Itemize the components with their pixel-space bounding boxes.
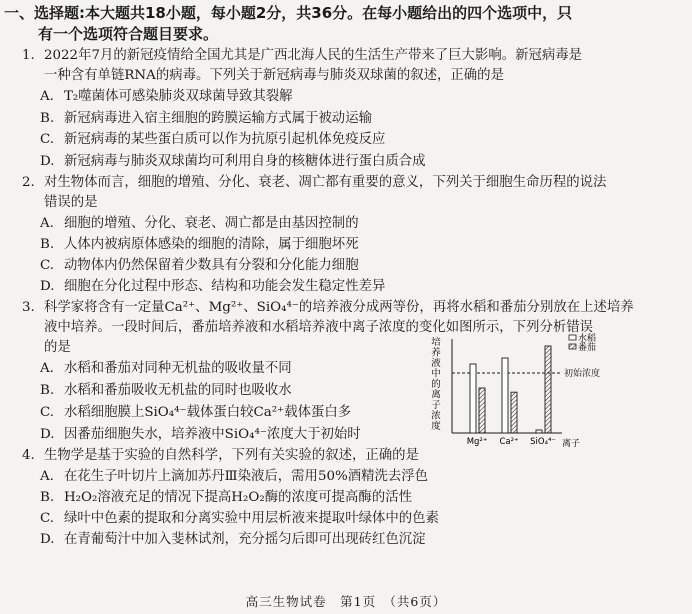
x-tick-label: Ca²⁺: [499, 437, 519, 447]
question-4-option-c: C. 绿叶中色素的提取和分离实验中用层析液来提取叶绿体中的色素: [40, 511, 439, 526]
legend-label-tomato: 番茄: [578, 343, 597, 353]
question-2-stem-cont: 错误的是: [44, 195, 98, 210]
y-axis-label-char: 子: [431, 400, 441, 411]
question-3-stem: 3. 科学家将含有一定量Ca²⁺、Mg²⁺、SiO₄⁴⁻的培养液分成两等份，再将水稻和番茄分别放在上述培养: [22, 300, 634, 315]
question-1-stem: 1. 2022年7月的新冠疫情给全国尤其是广西北海人民的生活生产带来了巨大影响。新冠病毒是: [22, 48, 583, 63]
bar-tomato-2: [545, 346, 551, 433]
question-3-option-d: D. 因番茄细胞失水，培养液中SiO₄⁴⁻浓度大于初始时: [40, 427, 361, 442]
y-axis-label-char: 的: [431, 379, 441, 390]
y-axis-label: [431, 336, 441, 432]
question-3-option-c: C. 水稻细胞膜上SiO₄⁴⁻载体蛋白较Ca²⁺载体蛋白多: [40, 405, 352, 420]
question-1-option-b: B. 新冠病毒进入宿主细胞的跨膜运输方式属于被动运输: [40, 111, 372, 126]
question-number: 4.: [22, 448, 35, 463]
question-number: 1.: [22, 48, 35, 63]
question-1-option-d: D. 新冠病毒与肺炎双球菌均可利用自身的核糖体进行蛋白质合成: [40, 154, 426, 169]
question-4-stem: 4. 生物学是基于实验的自然科学，下列有关实验的叙述，正确的是: [22, 448, 419, 463]
x-tick-label: SiO₄⁴⁻: [530, 437, 556, 447]
question-number: 2.: [22, 175, 35, 190]
y-axis-label-char: 中: [431, 368, 441, 380]
y-axis-label-char: 浓: [431, 410, 441, 422]
question-number: 3.: [22, 300, 35, 315]
y-axis-label-char: 养: [431, 347, 441, 359]
ion-concentration-figure: [426, 333, 692, 453]
y-axis-label-char: 度: [431, 421, 441, 432]
y-axis-label-char: 离: [431, 389, 441, 401]
question-2-option-d: D. 细胞在分化过程中形态、结构和功能会发生稳定性差异: [40, 279, 386, 294]
x-axis-label: 离子: [562, 439, 581, 449]
question-1-stem-cont: 一种含有单链RNA的病毒。下列关于新冠病毒与肺炎双球菌的叙述，正确的是: [44, 68, 504, 83]
question-4-option-b: B. H₂O₂溶液充足的情况下提高H₂O₂酶的浓度可提高酶的活性: [40, 490, 412, 505]
legend-swatch-rice: [569, 335, 576, 340]
question-2-option-b: B. 人体内被病原体感染的细胞的清除，属于细胞坏死: [40, 237, 359, 252]
bar-tomato-0: [479, 388, 485, 433]
bars: [470, 346, 551, 433]
question-3-option-b: B. 水稻和番茄吸收无机盐的同时也吸收水: [40, 383, 292, 398]
question-3-stem-cont: 液中培养。一段时间后，番茄培养液和水稻培养液中离子浓度的变化如图所示，下列分析错误: [44, 320, 594, 335]
section-heading-cont: 有一个选项符合题目要求。: [38, 25, 219, 43]
question-3-stem-cont-2: 的是: [44, 340, 71, 355]
bar-rice-2: [536, 430, 542, 433]
x-tick-label: Mg²⁺: [466, 437, 488, 447]
question-4-option-a: A. 在花生子叶切片上滴加苏丹Ⅲ染液后，需用50%酒精洗去浮色: [40, 469, 429, 484]
initial-concentration-label: 初始浓度: [564, 369, 601, 379]
question-2-option-c: C. 动物体内仍然保留着少数具有分裂和分化能力细胞: [40, 258, 359, 273]
bar-rice-0: [470, 364, 476, 433]
question-2-option-a: A. 细胞的增殖、分化、衰老、凋亡都是由基因控制的: [40, 216, 359, 231]
question-3-option-a: A. 水稻和番茄对同种无机盐的吸收量不同: [40, 361, 292, 376]
question-4-option-d: D. 在青葡萄汁中加入斐林试剂，充分摇匀后即可出现砖红色沉淀: [40, 532, 426, 547]
question-1-option-a: A. T₂噬菌体可感染肺炎双球菌导致其裂解: [40, 89, 293, 104]
bar-tomato-1: [511, 392, 517, 433]
bar-rice-1: [502, 358, 508, 433]
question-1-option-c: C. 新冠病毒的某些蛋白质可以作为抗原引起机体免疫反应: [40, 132, 386, 147]
x-tick-labels: [467, 437, 556, 447]
page-footer: 高三生物试卷 第1页 （共6页）: [245, 594, 447, 609]
section-heading: 一、选择题:本大题共18小题，每小题2分，共36分。在每小题给出的四个选项中，只: [4, 4, 573, 22]
y-axis-label-char: 培: [431, 337, 441, 348]
legend-label-rice: 水稻: [578, 334, 597, 344]
legend-swatch-tomato: [569, 344, 576, 349]
y-axis-label-char: 液: [431, 358, 441, 369]
question-2-stem: 2. 对生物体而言，细胞的增殖、分化、衰老、凋亡都有重要的意义，下列关于细胞生命历程的说法: [22, 175, 607, 190]
